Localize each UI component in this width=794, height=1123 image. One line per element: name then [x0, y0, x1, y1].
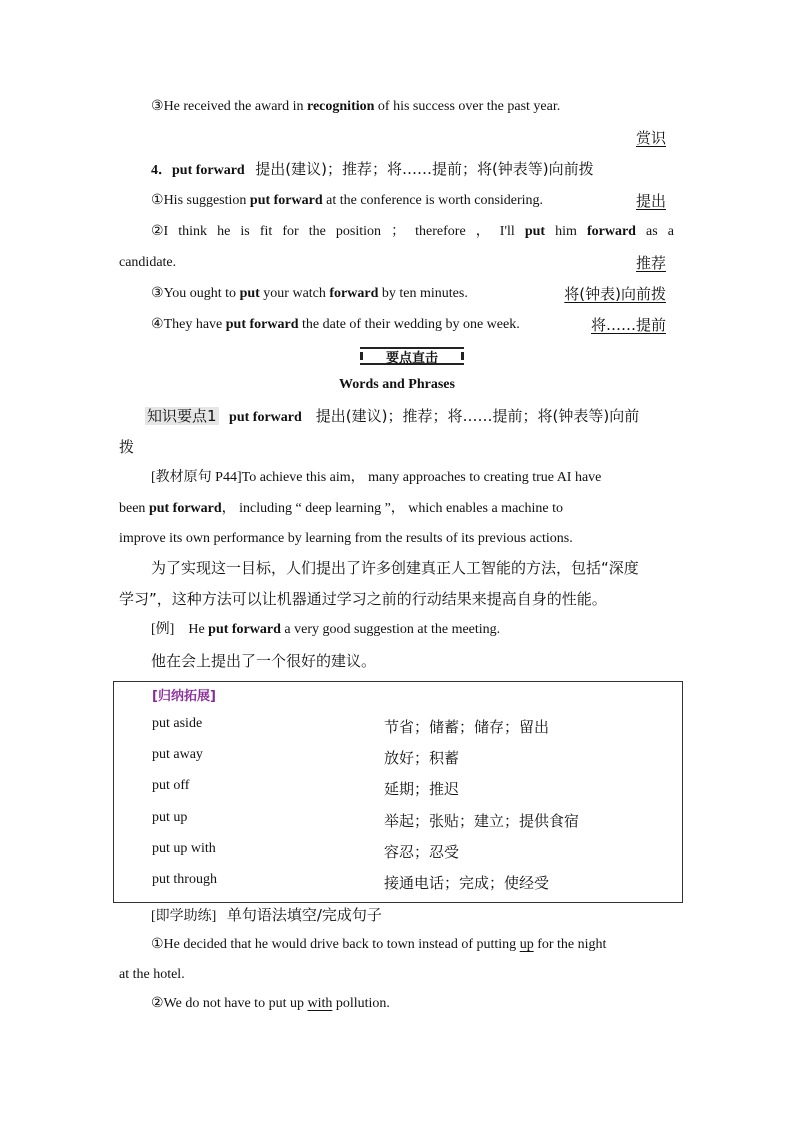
practice-sentence-2: ②We do not have to put up with pollution.: [151, 996, 390, 1011]
knowledge-point-1: 知识要点1 put forward 提出(建议)；推荐；将……提前；将(钟表等)向前: [147, 407, 640, 425]
phrase-row: put up 举起；张贴；建立；提供食宿: [152, 810, 580, 830]
source-tag: [教材原句 P44]: [151, 470, 242, 485]
knowledge-point-1-cont: 拨: [119, 438, 135, 456]
phrase-row: put aside 节省；储蓄；储存；留出: [152, 716, 550, 736]
example-sentence: [例] He put forward a very good suggestion at the meeting.: [151, 622, 501, 637]
circled-number: ③: [151, 99, 164, 114]
expansion-title: [归纳拓展]: [152, 689, 216, 704]
phrase-row: put off 延期；推迟: [152, 778, 460, 798]
expansion-box: [113, 681, 683, 903]
practice-sentence-1: ①He decided that he would drive back to town instead of putting up for the night: [151, 937, 607, 952]
practice-answer-1: up: [519, 937, 534, 952]
example-tag: [例]: [151, 622, 175, 637]
answer-1: 提出: [635, 192, 666, 210]
item-4-example-1: ①His suggestion put forward at the conference is worth considering.: [151, 193, 544, 208]
translation-line-2: 学习”，这种方法可以让机器通过学习之前的行动结果来提高自身的性能。: [119, 590, 607, 608]
item-4-example-2-cont: candidate.: [119, 255, 177, 270]
item-4-example-4: ④They have put forward the date of their wedding by one week.: [151, 317, 520, 332]
translation-line-1: 为了实现这一目标，人们提出了许多创建真正人工智能的方法，包括“深度: [151, 559, 639, 577]
item-4-example-2: ②I think he is fit for the position ； therefore ， I'll put him forward as a: [151, 224, 674, 239]
answer-3: 将(钟表)向前拨: [564, 285, 666, 303]
phrase-row: put away 放好；积蓄: [152, 747, 460, 767]
section-title: Words and Phrases: [339, 377, 455, 392]
item-4-example-3: ③You ought to put your watch forward by ten minutes.: [151, 286, 468, 301]
phrase-row: put up with 容忍；忍受: [152, 841, 460, 861]
phrase-row: put through 接通电话；完成；使经受: [152, 872, 550, 892]
practice-sentence-1-cont: at the hotel.: [119, 967, 185, 982]
answer-appreciation: 赏识: [635, 129, 666, 147]
source-line-1: [教材原句 P44]To achieve this aim， many approaches to creating true AI have: [151, 470, 602, 485]
section-banner: 要点直击: [360, 347, 464, 365]
knowledge-tag: 知识要点1: [147, 407, 217, 425]
practice-heading: [即学助练] 单句语法填空/完成句子: [151, 906, 382, 924]
source-line-3: improve its own performance by learning from the results of its previous actions.: [119, 531, 573, 546]
example-sentence-3: ③He received the award in recognition of his success over the past year.: [151, 99, 561, 114]
source-line-2: been put forward， including “ deep learning ”， which enables a machine to: [119, 501, 563, 516]
practice-tag: [即学助练]: [151, 909, 217, 924]
answer-2: 推荐: [635, 254, 666, 272]
answer-4: 将……提前: [590, 316, 666, 334]
practice-answer-2: with: [307, 996, 333, 1011]
example-translation: 他在会上提出了一个很好的建议。: [151, 652, 377, 670]
item-4-heading: 4．put forward 提出(建议)；推荐；将……提前；将(钟表等)向前拨: [151, 160, 594, 178]
